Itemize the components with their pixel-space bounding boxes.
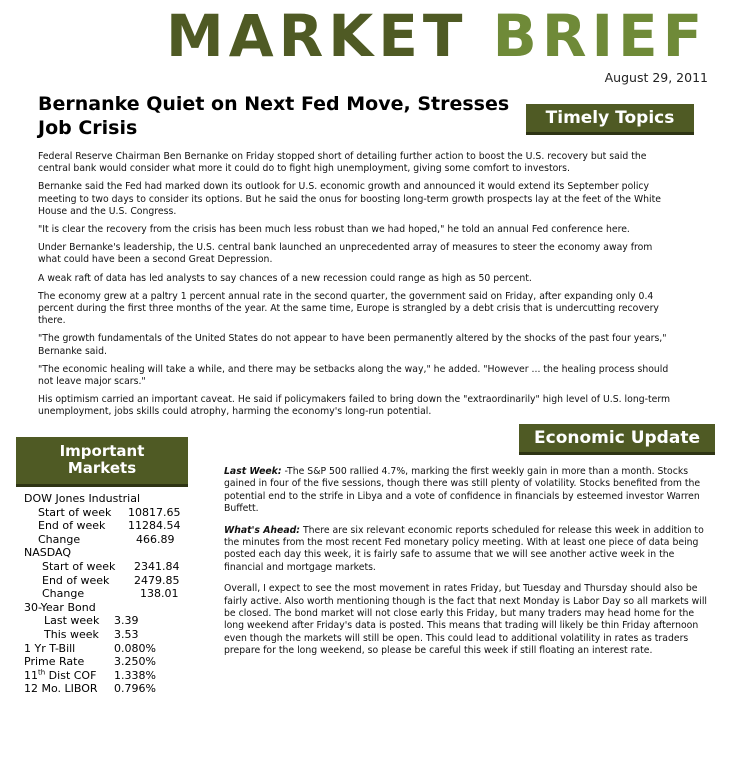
article-paragraph: The economy grew at a paltry 1 percent annual rate in the second quarter, the government said on Friday, after expanding only 0.4 percent during the first three months of the year. At the same time, Europe is strangled by a debt crisis that is undercutting recovery there.	[38, 290, 659, 327]
article-paragraph: "It is clear the recovery from the crisis has been much less robust than we had hoped," he told an annual Fed conference here.	[38, 224, 630, 236]
tbill-label: 1 Yr T-Bill	[24, 641, 76, 655]
dow-start-label: Start of week	[38, 505, 112, 519]
nasdaq-end-label: End of week	[42, 573, 110, 587]
cof-value: 1.338%	[114, 668, 156, 682]
nasdaq-start-label: Start of week	[42, 559, 116, 573]
important-markets-line1: Important	[59, 442, 145, 460]
libor-label: 12 Mo. LIBOR	[24, 682, 98, 696]
important-markets-header	[16, 437, 188, 487]
article-body	[38, 151, 678, 425]
article-paragraph: "The economic healing will take a while, and there may be setbacks along the way," he added. "However ... the healing process should not leave major scars."	[38, 363, 669, 388]
issue-date: August 29, 2011	[604, 70, 708, 85]
nasdaq-label: NASDAQ	[24, 546, 72, 560]
last-week-text: -The S&P 500 rallied 4.7%, marking the first weekly gain in more than a month. Stocks gained in four of the five sessions, though there was still plenty of volatility. Stocks benefited from the potential end to the strife in Libya and a vote of confidence in financials by esteemed investor Warren Buffett.	[224, 466, 701, 515]
whats-ahead-text: There are six relevant economic reports scheduled for release this week in addition to the minutes from the most recent Fed monetary policy meeting. With at least one piece of data being posted each day this week, it is fairly safe to assume that we will see another active week in the financial and mortgage markets.	[224, 524, 704, 573]
article-paragraph: His optimism carried an important caveat. He said if policymakers failed to bring down the "extraordinarily" high level of U.S. long-term unemployment, jobs skills could atrophy, harming the economy's long-run potential.	[38, 394, 671, 418]
dow-label: DOW Jones Industrial	[24, 492, 141, 505]
article-paragraph: "The growth fundamentals of the United States do not appear to have been permanently altered by the shocks of the past four years," Bernanke said.	[38, 333, 667, 357]
economic-update-header: Economic Update	[519, 424, 715, 455]
masthead-title	[166, 4, 726, 68]
prime-value: 3.250%	[114, 655, 156, 669]
last-week-lead: Last Week:	[224, 466, 282, 477]
dow-change-value: 466.89	[136, 532, 175, 546]
overall-paragraph: Overall, I expect to see the most movement in rates Friday, but Tuesday and Thursday should also be fairly active. Also worth mentioning though is the fact that next Monday is Labor Day so all markets will be closed. The bond market will not close early this Friday, but many traders may head home for the long weekend after Friday's data is posted. This means that trading will likely be thin Friday afternoon even though the markets will still be open. This could lead to additional volatility in rates as traders prepare for the long weekend, so please be careful this week if still floating an interest rate.	[224, 583, 708, 657]
nasdaq-change-label: Change	[42, 587, 85, 601]
bond-last-label: Last week	[44, 614, 100, 628]
whats-ahead-paragraph	[224, 525, 716, 575]
article-paragraph: Bernanke said the Fed had marked down its outlook for U.S. economic growth and announced it would extend its September policy meeting to two days to consider its options. But he said the onus for boosting long-term growth prospects lay at the feet of the White House and the U.S. Congress.	[38, 181, 661, 217]
nasdaq-end-value: 2479.85	[134, 573, 180, 587]
timely-topics-header: Timely Topics	[526, 104, 694, 135]
last-week-paragraph	[224, 466, 716, 516]
masthead-word-market: MARKET	[166, 2, 468, 70]
bond-last-value: 3.39	[114, 614, 139, 628]
dow-start-value: 10817.65	[128, 505, 181, 519]
article-paragraph: Under Bernanke's leadership, the U.S. central bank launched an unprecedented array of measures to steer the economy away from what could have been a second Great Depression.	[38, 242, 653, 266]
nasdaq-change-value: 138.01	[140, 587, 179, 601]
bond-label: 30-Year Bond	[24, 600, 96, 614]
dow-end-value: 11284.54	[128, 519, 181, 533]
economic-update-body	[224, 466, 716, 667]
masthead-word-brief: BRIEF	[492, 2, 708, 70]
whats-ahead-lead: What's Ahead:	[224, 524, 300, 536]
article-paragraph: A weak raft of data has led analysts to say chances of a new recession could range as high as 50 percent.	[38, 272, 532, 284]
nasdaq-start-value: 2341.84	[134, 559, 180, 573]
dow-change-label: Change	[38, 532, 81, 546]
important-markets-line2: Markets	[67, 459, 137, 477]
article-headline: Bernanke Quiet on Next Fed Move, Stresses Job Crisis	[38, 93, 510, 139]
prime-label: Prime Rate	[24, 655, 85, 669]
dow-end-label: End of week	[38, 519, 106, 533]
markets-table	[24, 492, 194, 696]
libor-value: 0.796%	[114, 682, 156, 696]
bond-this-label: This week	[44, 627, 99, 641]
bond-this-value: 3.53	[114, 627, 139, 641]
cof-label: 11th Dist COF	[24, 668, 97, 682]
article-paragraph: Federal Reserve Chairman Ben Bernanke on Friday stopped short of detailing further action to boost the U.S. recovery but said the central bank would consider what more it could do to fight high unemployment, giving some comfort to investors.	[38, 151, 647, 175]
tbill-value: 0.080%	[114, 641, 156, 655]
